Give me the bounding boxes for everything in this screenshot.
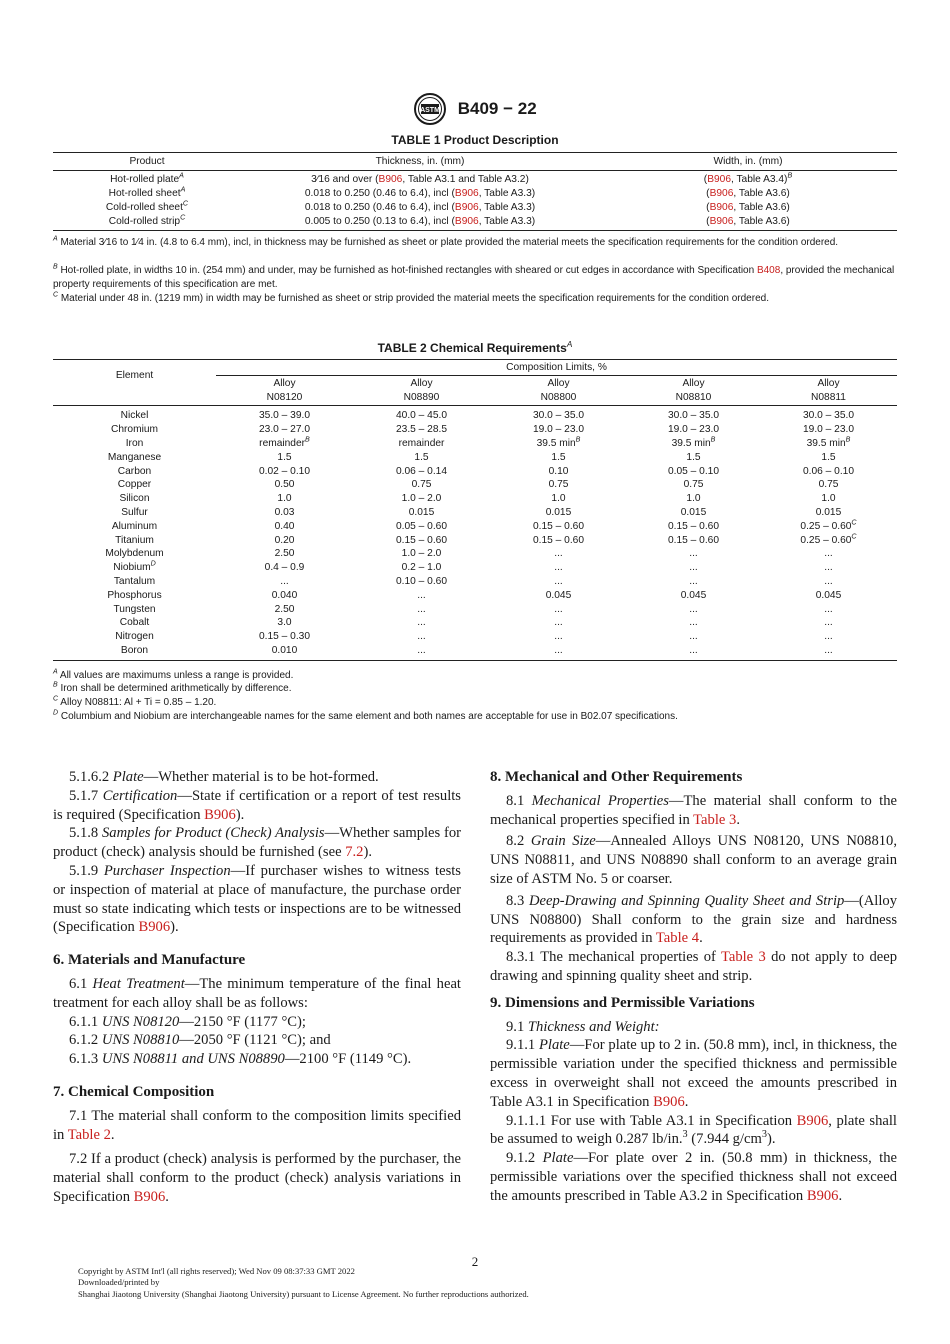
footer-line-2: Downloaded/printed by bbox=[78, 1277, 160, 1288]
table2-cell-value: 1.5 bbox=[686, 451, 701, 463]
table2-cell-element: Molybdenum bbox=[105, 548, 164, 560]
table2-row bbox=[53, 644, 897, 661]
table1-cell-thickness: 0.005 to 0.250 (0.13 to 6.4), incl (B906, Table A3.3) bbox=[241, 214, 599, 231]
footer-line-1: Copyright by ASTM Int'l (all rights reserved); Wed Nov 09 08:37:33 GMT 2022 bbox=[78, 1266, 355, 1276]
table2-cell-value: 0.75 bbox=[683, 479, 704, 491]
para-6-1: 6.1 Heat Treatment—The minimum temperature of the final heat treatment for each alloy shall be as follows: bbox=[53, 975, 461, 1011]
ref-link-b906[interactable]: B906 bbox=[454, 187, 479, 199]
table2-cell-value: ... bbox=[353, 644, 490, 661]
table2-row bbox=[53, 506, 897, 520]
table1-cell-width: (B906, Table A3.6) bbox=[706, 201, 790, 213]
table2-row bbox=[53, 450, 897, 464]
footer-line-3: Shanghai Jiaotong University (Shanghai Jiaotong University) pursuant to License Agreement. No further reproductions authorized. bbox=[78, 1288, 529, 1299]
table2-cell-value: ... bbox=[824, 562, 833, 574]
table2-cell-element: Nickel bbox=[120, 410, 149, 422]
table2-cell-element: Cobalt bbox=[119, 617, 150, 629]
table2-cell-value: 0.06 – 0.14 bbox=[396, 465, 447, 477]
section-7-heading: 7. Chemical Composition bbox=[53, 1083, 215, 1100]
table2-cell-element: Nitrogen bbox=[115, 631, 154, 643]
table2-header-element: Element bbox=[53, 360, 216, 406]
table1-cell-width: (B906, Table A3.6) bbox=[706, 187, 790, 199]
table1-cell-thickness: 0.018 to 0.250 (0.46 to 6.4), incl (B906, Table A3.3) bbox=[304, 201, 536, 213]
table2-cell-value: remainder$^B$ bbox=[259, 435, 310, 449]
para-9-1: 9.1 Thickness and Weight: bbox=[506, 1018, 660, 1035]
table2-row bbox=[53, 423, 897, 437]
table1-cell-width: (B906, Table A3.6) bbox=[599, 214, 897, 231]
table2-footnote-a: $^A$ All values are maximums unless a range is provided. bbox=[53, 668, 294, 681]
para-5-1-7: 5.1.7 Certification—State if certification or a report of test results is required (Specification B906). bbox=[53, 787, 461, 823]
table2-row bbox=[53, 533, 897, 547]
table1-cell-width: (B906, Table A3.4)$^B$ bbox=[703, 171, 793, 185]
table2-chemical-requirements bbox=[53, 359, 897, 661]
table2-cell-value: 0.15 – 0.60 bbox=[533, 520, 584, 532]
table2-cell-value: 0.02 – 0.10 bbox=[259, 465, 310, 477]
table1-header-width: Width, in. (mm) bbox=[599, 153, 897, 171]
section-8-heading: 8. Mechanical and Other Requirements bbox=[490, 769, 743, 785]
table2-footnote-b: $^B$ Iron shall be determined arithmetically by difference. bbox=[53, 681, 292, 694]
table2-cell-value: 39.5 $\min^B$ bbox=[671, 435, 716, 449]
table2-cell-value: 35.0 – 39.0 bbox=[259, 410, 310, 422]
table2-cell-value: 1.5 bbox=[551, 451, 566, 463]
para-7-1: 7.1 The material shall conform to the composition limits specified in Table 2. bbox=[53, 1107, 461, 1143]
table2-cell-value: 0.06 – 0.10 bbox=[803, 465, 854, 477]
table2-cell-value: 30.0 – 35.0 bbox=[803, 410, 854, 422]
ref-link-b906[interactable]: B906 bbox=[707, 173, 731, 185]
table2-row bbox=[53, 464, 897, 478]
table2-cell-value: ... bbox=[627, 644, 760, 661]
table2-cell-value: 19.0 – 23.0 bbox=[668, 424, 719, 436]
table2-cell-value: 23.5 – 28.5 bbox=[396, 424, 447, 436]
table1-caption: TABLE 1 Product Description bbox=[391, 133, 559, 147]
table2-cell-value: ... bbox=[824, 575, 833, 587]
table2-cell-value: 1.0 bbox=[551, 493, 566, 505]
table1-cell-product: Hot-rolled sheet$^A$ bbox=[108, 185, 186, 199]
table2-cell-element: Titanium bbox=[115, 534, 154, 546]
table2-cell-value: 1.5 bbox=[821, 451, 836, 463]
table2-row bbox=[53, 519, 897, 533]
table2-cell-value: 0.045 bbox=[815, 589, 842, 601]
ref-link-b906[interactable]: B906 bbox=[454, 201, 479, 213]
table2-cell-value: 0.40 bbox=[274, 520, 295, 532]
table2-cell-value: 40.0 – 45.0 bbox=[396, 410, 447, 422]
table1-header-thickness: Thickness, in. (mm) bbox=[241, 153, 599, 171]
table2-cell-value: 0.15 – 0.30 bbox=[259, 631, 310, 643]
para-7-2: 7.2 If a product (check) analysis is performed by the purchaser, the material shall conform to the product (check) analysis variations in Specification B906. bbox=[53, 1151, 461, 1205]
ref-link-b906[interactable]: B906 bbox=[653, 1093, 685, 1110]
table2-header-alloy: Alloy N08120 bbox=[216, 376, 353, 406]
para-5-1-9: 5.1.9 Purchaser Inspection—If purchaser wishes to witness tests or inspection of material at place of manufacture, the purchase order must so state indicating which tests or inspections are to be witnessed (Specification B906). bbox=[53, 862, 461, 936]
table2-cell-element: Tungsten bbox=[113, 603, 156, 615]
table2-cell-value: ... bbox=[417, 589, 426, 601]
table2-cell-element: Copper bbox=[117, 479, 152, 491]
table2-cell-value: ... bbox=[689, 617, 698, 629]
para-5-1-8: 5.1.8 Samples for Product (Check) Analysis—Whether samples for product (check) analysis should be furnished (see 7.2). bbox=[53, 825, 461, 861]
table2-caption: TABLE 2 Chemical Requirements$^A$ bbox=[377, 339, 573, 355]
table2-cell-value: 1.5 bbox=[414, 451, 429, 463]
table2-cell-value: 0.15 – 0.60 bbox=[396, 534, 447, 546]
table1-row bbox=[53, 200, 897, 214]
ref-link-b906[interactable]: B906 bbox=[454, 215, 479, 227]
table2-cell-value: ... bbox=[554, 575, 563, 587]
ref-link-b906[interactable]: B906 bbox=[709, 187, 734, 199]
table1-cell-product: Cold-rolled strip$^C$ bbox=[53, 214, 241, 231]
table2-row bbox=[53, 437, 897, 451]
table2-header-alloy: Alloy N08890 bbox=[353, 376, 490, 406]
table2-cell-value: $0.25 - 0.60^C$ bbox=[800, 518, 857, 532]
para-8-1: 8.1 Mechanical Properties—The material shall conform to the mechanical properties specified in Table 3. bbox=[490, 792, 897, 828]
table2-cell-value: ... bbox=[417, 631, 426, 643]
table2-cell-value: ... bbox=[689, 548, 698, 560]
table2-cell-value: remainder bbox=[398, 437, 445, 449]
ref-link-table-4[interactable]: Table 4 bbox=[655, 930, 700, 947]
table2-header-composition: Composition Limits, % bbox=[216, 360, 897, 376]
table2-cell-element: Tantalum bbox=[113, 575, 156, 587]
table2-cell-value: 0.10 bbox=[548, 465, 569, 477]
table2-cell-value: 19.0 – 23.0 bbox=[533, 424, 584, 436]
table2-cell-value: 0.05 – 0.10 bbox=[668, 465, 719, 477]
table1-cell-product: Cold-rolled sheet$^C$ bbox=[105, 199, 189, 213]
table2-cell-value: 1.0 – 2.0 bbox=[401, 493, 442, 505]
table1-row bbox=[53, 186, 897, 200]
table2-footnote-c: $^C$ Alloy N08811: Al + Ti = 0.85 – 1.20. bbox=[53, 695, 217, 708]
table2-cell-value: ... bbox=[689, 631, 698, 643]
table1-header-product: Product bbox=[53, 153, 241, 171]
table1-cell-thickness: 3⁄16 and over (B906, Table A3.1 and Table A3.2) bbox=[311, 173, 529, 185]
table2-cell-value: 0.75 bbox=[548, 479, 569, 491]
table2-cell-value: 3.0 bbox=[277, 617, 292, 629]
table2-cell-value: ... bbox=[554, 548, 563, 560]
table1-footnote-b: $^B$ Hot-rolled plate, in widths 10 in. (254 mm) and under, may be furnished as hot-finished rectangles with sheared or cut edges in accordance with Specification B408, provided the mechanical property requirements of this specification are met. bbox=[53, 263, 895, 290]
copyright-footer bbox=[78, 1266, 529, 1300]
table2-row bbox=[53, 406, 897, 423]
para-6-1-2: 6.1.2 UNS N08810—2050 °F (1121 °C); and bbox=[69, 1032, 331, 1049]
table2-cell-value: 0.50 bbox=[274, 479, 295, 491]
ref-link-table-3[interactable]: Table 3 bbox=[693, 811, 737, 828]
section-9-heading: 9. Dimensions and Permissible Variations bbox=[490, 994, 755, 1011]
ref-link-b906[interactable]: B906 bbox=[709, 215, 734, 227]
ref-link-b906[interactable]: B906 bbox=[796, 1112, 829, 1129]
table2-row bbox=[53, 547, 897, 561]
ref-link-b906[interactable]: B906 bbox=[204, 806, 236, 823]
para-8-3: 8.3 Deep-Drawing and Spinning Quality Sheet and Strip—(Alloy UNS N08800) Shall conform to the grain size and hardness requirements as provided in Table 4. bbox=[490, 892, 897, 947]
table2-header-alloy: Alloy N08800 bbox=[490, 376, 627, 406]
table2-header-alloy: Alloy N08810 bbox=[627, 376, 760, 406]
table2-cell-value: ... bbox=[554, 631, 563, 643]
para-9-1-2: 9.1.2 Plate—For plate over 2 in. (50.8 mm) in thickness, the permissible variations over the specified thickness shall not exceed the amounts prescribed in Table A3.2 in Specification B906. bbox=[490, 1150, 897, 1204]
table2-cell-value: 0.15 – 0.60 bbox=[533, 534, 584, 546]
table2-cell-element: Manganese bbox=[107, 451, 162, 463]
table2-cell-value: 1.0 bbox=[277, 493, 292, 505]
section-6-heading: 6. Materials and Manufacture bbox=[53, 952, 246, 969]
table2-cell-element: Silicon bbox=[119, 493, 150, 505]
table2-footnote-d: $^D$ Columbium and Niobium are interchangeable names for the same element and both names are acceptable for use in B02.07 specifications. bbox=[53, 709, 678, 722]
table2-cell-value: 0.15 – 0.60 bbox=[668, 520, 719, 532]
table2-body bbox=[53, 406, 897, 661]
table2-cell-value: 0.05 – 0.60 bbox=[396, 520, 447, 532]
standard-designation: B409 − 22 bbox=[457, 99, 537, 118]
table2-cell-value: 0.045 bbox=[545, 589, 572, 601]
table2-row bbox=[53, 561, 897, 575]
table2-cell-value: 0.4 – 0.9 bbox=[264, 562, 305, 574]
table2-cell-value: 0.015 bbox=[680, 506, 707, 518]
table2-cell-element: Niobium$^D$ bbox=[113, 559, 156, 574]
table2-cell-value: 2.50 bbox=[274, 548, 295, 560]
table2-cell-value: ... bbox=[554, 562, 563, 574]
table2-cell-value: 0.15 – 0.60 bbox=[668, 534, 719, 546]
table2-cell-value: ... bbox=[417, 617, 426, 629]
table2-cell-value: ... bbox=[490, 644, 627, 661]
ref-link-b906[interactable]: B906 bbox=[806, 1187, 839, 1204]
table2-cell-value: ... bbox=[689, 575, 698, 587]
para-9-1-1-1: 9.1.1.1 For use with Table A3.1 in Specification B906, plate shall be assumed to weigh 0.287 lb/in.$^3$ (7.944 $g/cm^3$). bbox=[490, 1112, 897, 1148]
left-column bbox=[53, 768, 461, 1207]
table2-row bbox=[53, 602, 897, 616]
table2-cell-value: ... bbox=[824, 631, 833, 643]
para-9-1-1: 9.1.1 Plate—For plate up to 2 in. (50.8 mm), incl, in thickness, the permissible variation under the specified thickness and permissible excess in overweight shall not exceed the amounts prescribed in Table A3.1 in Specification B906. bbox=[490, 1037, 897, 1110]
table2-cell-value: 1.5 bbox=[277, 451, 292, 463]
table1-cell-product: Hot-rolled plate$^A$ bbox=[110, 171, 184, 185]
table2-cell-element: Aluminum bbox=[111, 520, 158, 532]
table2-cell-value: 1.0 bbox=[686, 493, 701, 505]
table2-cell-value: 0.045 bbox=[680, 589, 707, 601]
ref-link-b906[interactable]: B906 bbox=[378, 173, 403, 185]
table2-cell-value: 0.015 bbox=[815, 506, 842, 518]
table2-cell-value: 0.2 – 1.0 bbox=[401, 562, 442, 574]
table1-row bbox=[53, 171, 897, 187]
table1-footnote-c: $^C$ Material under 48 in. (1219 mm) in width may be furnished as sheet or strip provided the material meets the specification requirements for the condition ordered. bbox=[53, 291, 769, 304]
table2-cell-value: 39.5 $\min^B$ bbox=[536, 435, 581, 449]
table2-cell-value: 0.040 bbox=[271, 589, 298, 601]
table1-cell-thickness: 0.018 to 0.250 (0.46 to 6.4), incl (B906, Table A3.3) bbox=[304, 187, 536, 199]
para-8-3-1: 8.3.1 The mechanical properties of Table 3 do not apply to deep drawing and spinning quality sheet and strip. bbox=[490, 949, 897, 984]
table2-cell-element: Phosphorus bbox=[107, 589, 162, 601]
table2-cell-element: Carbon bbox=[117, 465, 152, 477]
table2-row bbox=[53, 478, 897, 492]
table2-cell-value: 30.0 – 35.0 bbox=[668, 410, 719, 422]
table2-cell-element: Iron bbox=[125, 437, 144, 449]
ref-link-table-3[interactable]: Table 3 bbox=[720, 949, 766, 966]
table2-cell-value: ... bbox=[824, 603, 833, 615]
table2-cell-value: 0.75 bbox=[411, 479, 432, 491]
svg-text:ASTM: ASTM bbox=[420, 107, 441, 114]
table2-cell-value: ... bbox=[689, 562, 698, 574]
table1-row bbox=[53, 214, 897, 231]
table2-cell-value: ... bbox=[554, 617, 563, 629]
right-column bbox=[490, 768, 897, 1206]
table2-cell-value: 1.0 bbox=[821, 493, 836, 505]
table2-cell-value: 30.0 – 35.0 bbox=[533, 410, 584, 422]
table2-cell-value: 19.0 – 23.0 bbox=[803, 424, 854, 436]
table2-cell-element: Boron bbox=[53, 644, 216, 661]
ref-link-b906[interactable]: B906 bbox=[709, 201, 734, 213]
table2-row bbox=[53, 492, 897, 506]
ref-link-b408[interactable]: B408 bbox=[756, 265, 781, 276]
table2-cell-value: 0.015 bbox=[545, 506, 572, 518]
table1-footnote-a: $^A$ Material 3⁄16 to 1⁄4 in. (4.8 to 6.4 mm), incl, in thickness may be furnished as sheet or plate provided the material meets the specification requirements for the condition ordered. bbox=[53, 235, 839, 248]
table2-cell-value: 0.10 – 0.60 bbox=[396, 575, 447, 587]
astm-logo-icon bbox=[413, 92, 447, 126]
table2-row bbox=[53, 616, 897, 630]
table2-row bbox=[53, 588, 897, 602]
table2-cell-value: ... bbox=[280, 575, 289, 587]
para-5-1-6-2: 5.1.6.2 Plate—Whether material is to be hot-formed. bbox=[69, 769, 379, 785]
table1-product-description bbox=[53, 152, 897, 231]
table2-row bbox=[53, 575, 897, 589]
page-number: 2 bbox=[471, 1254, 479, 1269]
table2-cell-value: $0.25 - 0.60^C$ bbox=[800, 532, 857, 546]
table2-cell-value: ... bbox=[824, 617, 833, 629]
para-6-1-1: 6.1.1 UNS N08120—2150 °F (1177 °C); bbox=[69, 1013, 306, 1030]
table2-cell-value: ... bbox=[689, 603, 698, 615]
table2-cell-value: ... bbox=[760, 644, 897, 661]
table2-cell-value: 23.0 – 27.0 bbox=[259, 424, 310, 436]
table2-header-alloy: Alloy N08811 bbox=[760, 376, 897, 406]
table2-cell-value: ... bbox=[824, 548, 833, 560]
ref-link-b906[interactable]: B906 bbox=[138, 919, 171, 936]
table1-body bbox=[53, 171, 897, 231]
ref-link-7-2[interactable]: 7.2 bbox=[345, 844, 364, 861]
table2-cell-value: 1.0 – 2.0 bbox=[401, 548, 442, 560]
para-6-1-3: 6.1.3 UNS N08811 and UNS N08890—2100 °F (1149 °C). bbox=[69, 1051, 412, 1068]
page-header bbox=[0, 92, 950, 126]
table2-row bbox=[53, 630, 897, 644]
table2-cell-value: ... bbox=[554, 603, 563, 615]
table2-cell-value: 2.50 bbox=[274, 603, 295, 615]
table2-cell-value: 39.5 $\min^B$ bbox=[806, 435, 851, 449]
table2-cell-value: 0.010 bbox=[216, 644, 353, 661]
table2-cell-value: 0.20 bbox=[274, 534, 295, 546]
table2-cell-value: 0.03 bbox=[274, 506, 295, 518]
table2-cell-value: 0.015 bbox=[408, 506, 435, 518]
table2-cell-element: Chromium bbox=[111, 424, 158, 436]
ref-link-b906[interactable]: B906 bbox=[133, 1188, 166, 1205]
ref-link-table-2[interactable]: Table 2 bbox=[67, 1126, 111, 1143]
table2-cell-value: 0.75 bbox=[818, 479, 839, 491]
table2-cell-value: ... bbox=[417, 603, 426, 615]
table2-cell-element: Sulfur bbox=[121, 506, 148, 518]
para-8-2: 8.2 Grain Size—Annealed Alloys UNS N08120, UNS N08810, UNS N08811, and UNS N08890 shall conform to an average grain size of ASTM No. 5 or coarser. bbox=[490, 833, 897, 887]
